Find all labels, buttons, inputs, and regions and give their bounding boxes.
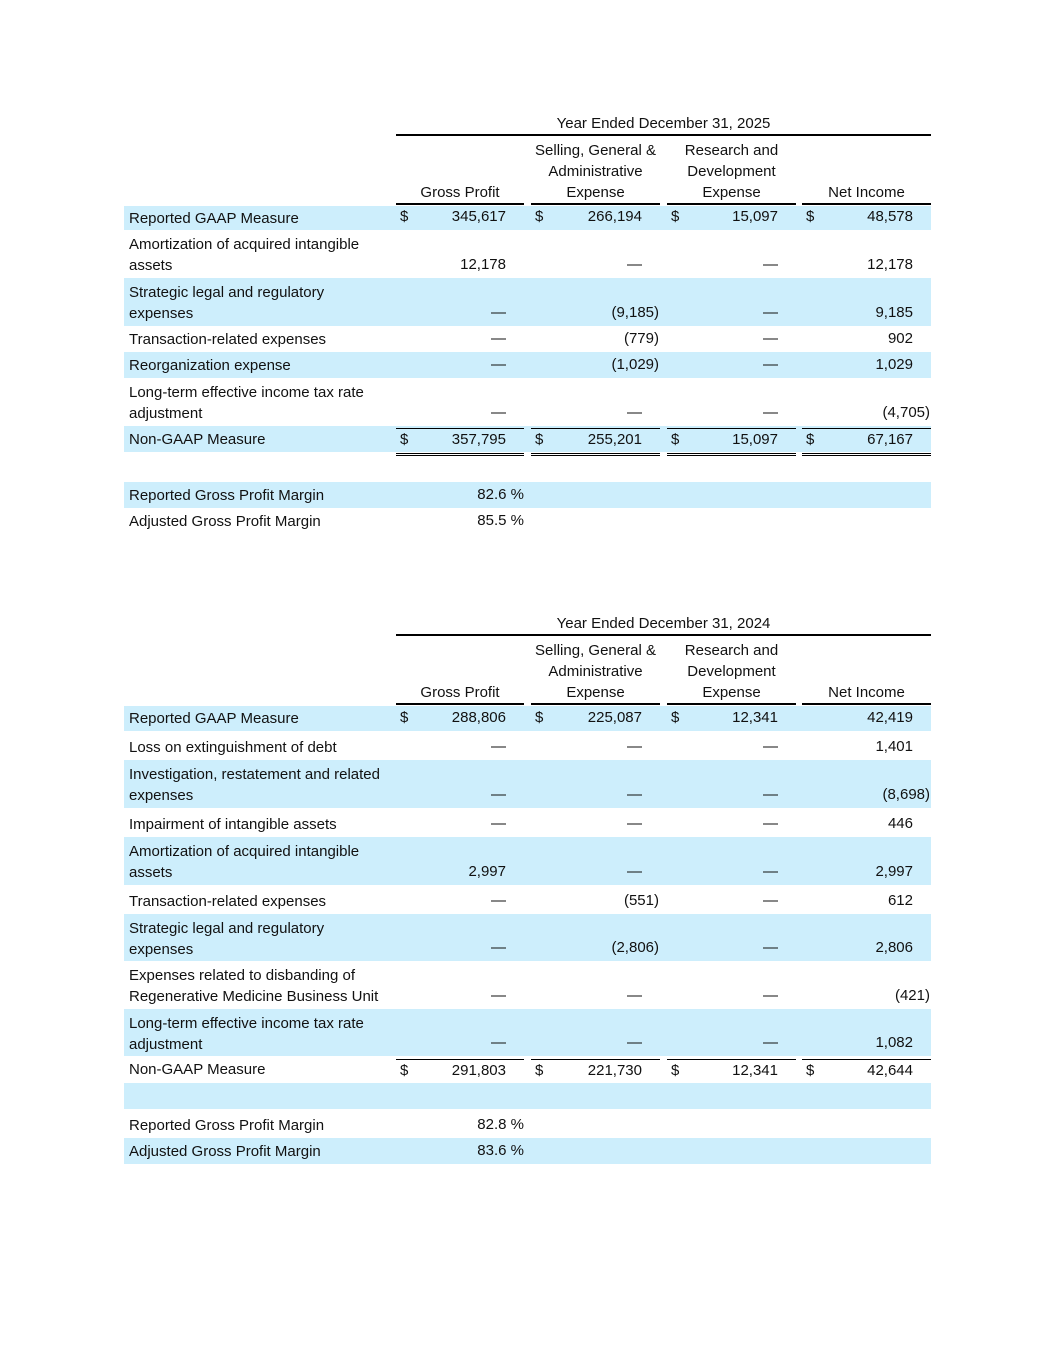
gross-profit-value: — — [491, 892, 506, 909]
row-label: Amortization of acquired intangible assets — [129, 843, 360, 881]
sga-value: (551) — [623, 892, 659, 909]
net-income-value: 1,029 — [875, 356, 913, 373]
table-row-total — [124, 426, 931, 452]
sga-value: — — [627, 256, 642, 273]
net-income-value: 48,578 — [867, 208, 913, 225]
sga-value: (1,029) — [611, 356, 659, 373]
table-row — [124, 352, 931, 378]
row-label: Strategic legal and regulatory expenses — [129, 920, 325, 958]
row-label: Loss on extinguishment of debt — [129, 739, 337, 756]
row-label: Reported GAAP Measure — [129, 210, 299, 227]
net-income-value: (4,705) — [882, 404, 930, 421]
currency-symbol: $ — [535, 431, 544, 448]
rd-value: — — [763, 356, 778, 373]
table-row — [124, 961, 931, 1009]
currency-symbol: $ — [535, 208, 544, 225]
rd-value: — — [763, 892, 778, 909]
table-row — [124, 885, 931, 914]
table-row — [124, 808, 931, 837]
margin-row — [124, 482, 931, 508]
gross-profit-value: 12,178 — [460, 256, 506, 273]
margin-value: 82.6 % — [477, 486, 524, 503]
currency-symbol: $ — [535, 709, 544, 726]
currency-symbol: $ — [806, 1062, 815, 1079]
gross-profit-value: 345,617 — [451, 208, 506, 225]
net-income-value: 2,806 — [875, 939, 913, 956]
currency-symbol: $ — [806, 431, 815, 448]
row-label: Investigation, restatement and related expenses — [129, 766, 380, 804]
sga-value: (779) — [623, 330, 659, 347]
col-header-gross-profit: Gross Profit — [396, 682, 524, 705]
rd-value: — — [763, 738, 778, 755]
gross-profit-value: 2,997 — [468, 863, 506, 880]
rd-value: 12,341 — [732, 1062, 778, 1079]
gross-profit-value: — — [491, 1034, 506, 1051]
net-income-value: 42,644 — [867, 1062, 913, 1079]
rd-value: — — [763, 330, 778, 347]
row-label: Reported GAAP Measure — [129, 710, 299, 727]
row-label: Transaction-related expenses — [129, 893, 327, 910]
sga-value: (9,185) — [611, 304, 659, 321]
net-income-value: 2,997 — [875, 863, 913, 880]
row-label: Expenses related to disbanding of Regenerative Medicine Business Unit — [129, 967, 379, 1005]
sga-value: — — [627, 404, 642, 421]
sga-value: — — [627, 738, 642, 755]
col-header-sga: Selling, General & Administrative Expense — [531, 640, 660, 705]
rd-value: — — [763, 987, 778, 1004]
net-income-value: 446 — [887, 815, 913, 832]
rd-value: — — [763, 939, 778, 956]
table-row — [124, 1009, 931, 1056]
row-label: Non-GAAP Measure — [129, 431, 266, 448]
sga-value: (2,806) — [611, 939, 659, 956]
row-label: Impairment of intangible assets — [129, 816, 337, 833]
gross-profit-value: — — [491, 987, 506, 1004]
row-label: Transaction-related expenses — [129, 331, 327, 348]
sga-value: — — [627, 863, 642, 880]
row-label: Long-term effective income tax rate adjustment — [129, 1015, 364, 1053]
margin-label: Adjusted Gross Profit Margin — [129, 513, 321, 530]
currency-symbol: $ — [671, 709, 680, 726]
rd-value: — — [763, 815, 778, 832]
gross-profit-value: — — [491, 786, 506, 803]
net-income-value: 42,419 — [867, 709, 913, 726]
gross-profit-value: 291,803 — [451, 1062, 506, 1079]
margin-label: Reported Gross Profit Margin — [129, 1117, 325, 1134]
currency-symbol: $ — [400, 709, 409, 726]
table-row — [124, 230, 931, 278]
table-row — [124, 760, 931, 808]
net-income-value: 67,167 — [867, 431, 913, 448]
net-income-value: 612 — [887, 892, 913, 909]
col-header-sga: Selling, General & Administrative Expense — [531, 140, 660, 205]
margin-value: 83.6 % — [477, 1142, 524, 1159]
spacer-row — [124, 1083, 931, 1109]
row-label: Strategic legal and regulatory expenses — [129, 284, 325, 322]
net-income-value: 1,401 — [875, 738, 913, 755]
row-label: Long-term effective income tax rate adjustment — [129, 384, 364, 422]
rd-value: — — [763, 256, 778, 273]
rd-value: — — [763, 863, 778, 880]
net-income-value: 12,178 — [867, 256, 913, 273]
currency-symbol: $ — [535, 1062, 544, 1079]
gross-profit-value: — — [491, 939, 506, 956]
rd-value: 15,097 — [732, 208, 778, 225]
currency-symbol: $ — [806, 208, 815, 225]
margin-value: 82.8 % — [477, 1116, 524, 1133]
col-header-net-income: Net Income — [802, 182, 931, 205]
margin-row — [124, 1138, 931, 1164]
gross-profit-value: 357,795 — [451, 431, 506, 448]
col-header-gross-profit: Gross Profit — [396, 182, 524, 205]
sga-value: — — [627, 1034, 642, 1051]
currency-symbol: $ — [400, 1062, 409, 1079]
net-income-value: 9,185 — [875, 304, 913, 321]
rd-value: — — [763, 304, 778, 321]
margin-label: Adjusted Gross Profit Margin — [129, 1143, 321, 1160]
margin-label: Reported Gross Profit Margin — [129, 487, 325, 504]
margin-row — [124, 1112, 931, 1138]
currency-symbol: $ — [671, 208, 680, 225]
rd-value: — — [763, 786, 778, 803]
row-label: Amortization of acquired intangible assets — [129, 236, 360, 274]
table-row-total — [124, 1056, 931, 1083]
table-row — [124, 837, 931, 885]
margin-row — [124, 508, 931, 534]
currency-symbol: $ — [400, 431, 409, 448]
row-label: Reorganization expense — [129, 357, 291, 374]
sga-value: 225,087 — [587, 709, 642, 726]
col-header-net-income: Net Income — [802, 682, 931, 705]
gross-profit-value: — — [491, 738, 506, 755]
col-header-rd: Research and Development Expense — [667, 140, 796, 205]
table-row — [124, 206, 931, 230]
currency-symbol: $ — [671, 431, 680, 448]
gross-profit-value: — — [491, 304, 506, 321]
currency-symbol: $ — [671, 1062, 680, 1079]
sga-value: 221,730 — [587, 1062, 642, 1079]
rd-value: — — [763, 404, 778, 421]
sga-value: — — [627, 987, 642, 1004]
gross-profit-value: — — [491, 404, 506, 421]
table-row — [124, 326, 931, 352]
gross-profit-value: — — [491, 356, 506, 373]
period-header: Year Ended December 31, 2025 — [396, 114, 931, 136]
col-header-rd: Research and Development Expense — [667, 640, 796, 705]
currency-symbol: $ — [400, 208, 409, 225]
rd-value: 15,097 — [732, 431, 778, 448]
gross-profit-value: 288,806 — [451, 709, 506, 726]
table-row — [124, 278, 931, 326]
sga-value: — — [627, 815, 642, 832]
row-label: Non-GAAP Measure — [129, 1061, 266, 1078]
sga-value: 266,194 — [587, 208, 642, 225]
net-income-value: 902 — [887, 330, 913, 347]
rd-value: — — [763, 1034, 778, 1051]
net-income-value: 1,082 — [875, 1034, 913, 1051]
period-header: Year Ended December 31, 2024 — [396, 614, 931, 636]
table-row — [124, 731, 931, 760]
table-row — [124, 378, 931, 426]
table-row — [124, 706, 931, 731]
net-income-value: (8,698) — [882, 786, 930, 803]
sga-value: 255,201 — [587, 431, 642, 448]
gross-profit-value: — — [491, 815, 506, 832]
margin-value: 85.5 % — [477, 512, 524, 529]
table-row — [124, 914, 931, 961]
sga-value: — — [627, 786, 642, 803]
net-income-value: (421) — [894, 987, 930, 1004]
gross-profit-value: — — [491, 330, 506, 347]
rd-value: 12,341 — [732, 709, 778, 726]
